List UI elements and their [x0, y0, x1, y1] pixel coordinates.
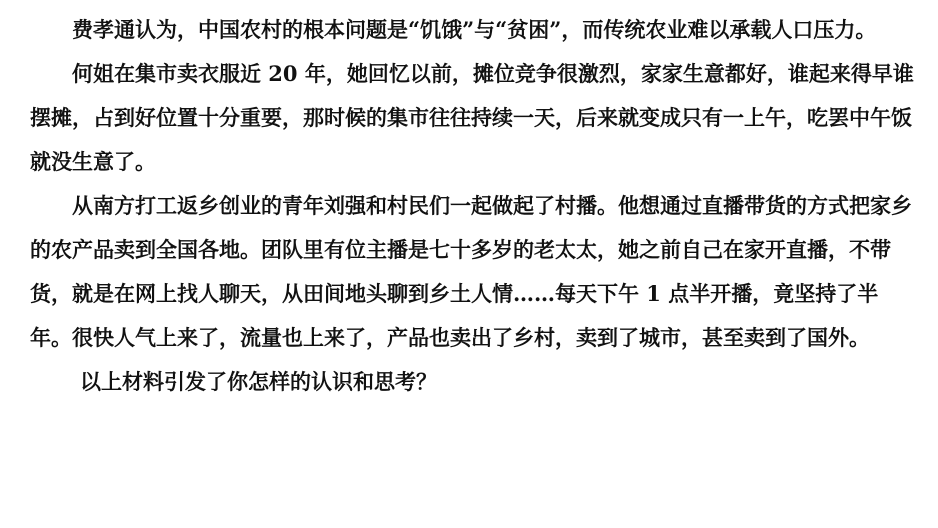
- paragraph-material-2: 何姐在集市卖衣服近 20 年，她回忆以前，摊位竞争很激烈，家家生意都好，谁起来得早谁摆摊，占到好位置十分重要，那时候的集市往往持续一天，后来就变成只有一上午，吃罢中午饭就没生意了。: [30, 61, 914, 174]
- paragraph-material-3: 从南方打工返乡创业的青年刘强和村民们一起做起了村播。他想通过直播带货的方式把家乡的农产品卖到全国各地。团队里有位主播是七十多岁的老太太，她之前自己在家开直播，不带货，就是在网上找人聊天，从田间地头聊到乡土人情……每天下午 1 点半开播，竟坚持了半年。很快人气上来了，流量也上来了，产品也卖出了乡村，卖到了城市，甚至卖到了国外。: [30, 193, 912, 350]
- question-prompt: 以上材料引发了你怎样的认识和思考？: [80, 369, 437, 394]
- paragraph-material-1: 费孝通认为，中国农村的根本问题是“饥饿”与“贫困”，而传统农业难以承载人口压力。: [72, 17, 877, 42]
